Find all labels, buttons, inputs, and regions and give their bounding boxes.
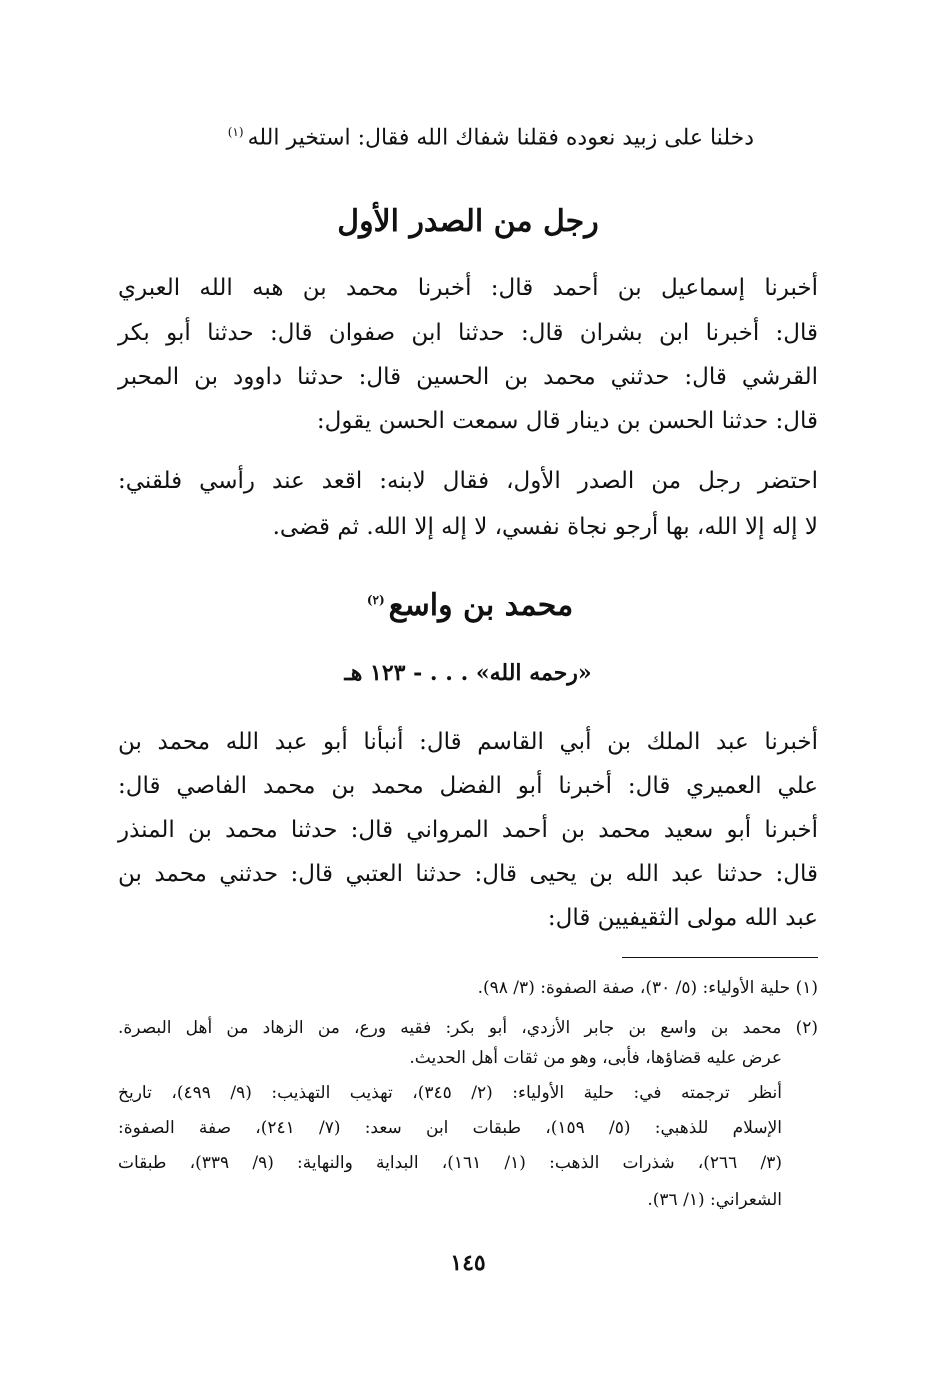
section2-isnad-line: عبد الله مولى الثقيفيين قال: <box>547 905 818 931</box>
section1-isnad-line: قال: حدثنا الحسن بن دينار قال سمعت الحسن يقول: <box>316 408 818 434</box>
footnote-ref-2: (٢) <box>366 593 385 607</box>
footnote-2-line: عرض عليه قضاؤها، فأبى، وهو من ثقات أهل الحديث. <box>409 1048 782 1068</box>
section2-isnad-line: أخبرنا عبد الملك بن أبي القاسم قال: أنبأنا أبو عبد الله محمد بن <box>118 729 818 755</box>
page-number: ١٤٥ <box>450 1250 486 1276</box>
section2-title <box>118 588 818 623</box>
footnote-2-line: الشعراني: (١/ ٣٦). <box>647 1190 782 1210</box>
footnote-1: (١) حلية الأولياء: (٥/ ٣٠)، صفة الصفوة: (٣/ ٩٨). <box>477 978 818 998</box>
section2-subtitle: «رحمه الله» . . . - ١٢٣ هـ <box>344 660 592 686</box>
opening-line-text: دخلنا على زبيد نعوده فقلنا شفاك الله فقال: استخير الله <box>247 125 754 151</box>
footnote-2-line: أنظر ترجمته في: حلية الأولياء: (٢/ ٣٤٥)، تهذيب التهذيب: (٩/ ٤٩٩)، تاريخ <box>118 1083 782 1103</box>
section1-text-line: لا إله إلا الله، بها أرجو نجاة نفسي، لا إله إلا الله. ثم قضى. <box>272 514 818 540</box>
section2-isnad-line: قال: حدثنا عبد الله بن يحيى قال: حدثنا العتبي قال: حدثني محمد بن <box>118 861 818 887</box>
section1-title: رجل من الصدر الأول <box>337 204 599 239</box>
footnote-2-line: (٢) محمد بن واسع بن جابر الأزدي، أبو بكر: فقيه ورع، من الزهاد من أهل البصرة. <box>118 1018 818 1038</box>
book-page <box>118 0 818 1384</box>
section2-isnad-line: أخبرنا أبو سعيد محمد بن أحمد المرواني قال: حدثنا محمد بن المنذر <box>118 817 818 843</box>
section1-isnad-line: القرشي قال: حدثني محمد بن الحسين قال: حدثنا داوود بن المحبر <box>118 364 818 390</box>
section1-text-line: احتضر رجل من الصدر الأول، فقال لابنه: اقعد عند رأسي فلقني: <box>118 468 818 494</box>
footnote-ref-1: (١) <box>227 125 244 139</box>
section1-isnad-line: أخبرنا إسماعيل بن أحمد قال: أخبرنا محمد بن هبه الله العبري <box>118 275 818 301</box>
footnote-2-line: (٣/ ٢٦٦)، شذرات الذهب: (١/ ١٦١)، البداية والنهاية: (٩/ ٣٣٩)، طبقات <box>118 1153 782 1173</box>
footnote-2-line: الإسلام للذهبي: (٥/ ١٥٩)، طبقات ابن سعد: (٧/ ٢٤١)، صفة الصفوة: <box>118 1118 782 1138</box>
section1-isnad-line: قال: أخبرنا ابن بشران قال: حدثنا ابن صفوان قال: حدثنا أبو بكر <box>118 320 818 346</box>
section2-title-text: محمد بن واسع <box>388 588 574 623</box>
footnote-separator <box>622 957 818 958</box>
section2-isnad-line: علي العميري قال: أخبرنا أبو الفضل محمد بن محمد الفاصي قال: <box>118 773 818 799</box>
opening-line <box>194 125 754 150</box>
